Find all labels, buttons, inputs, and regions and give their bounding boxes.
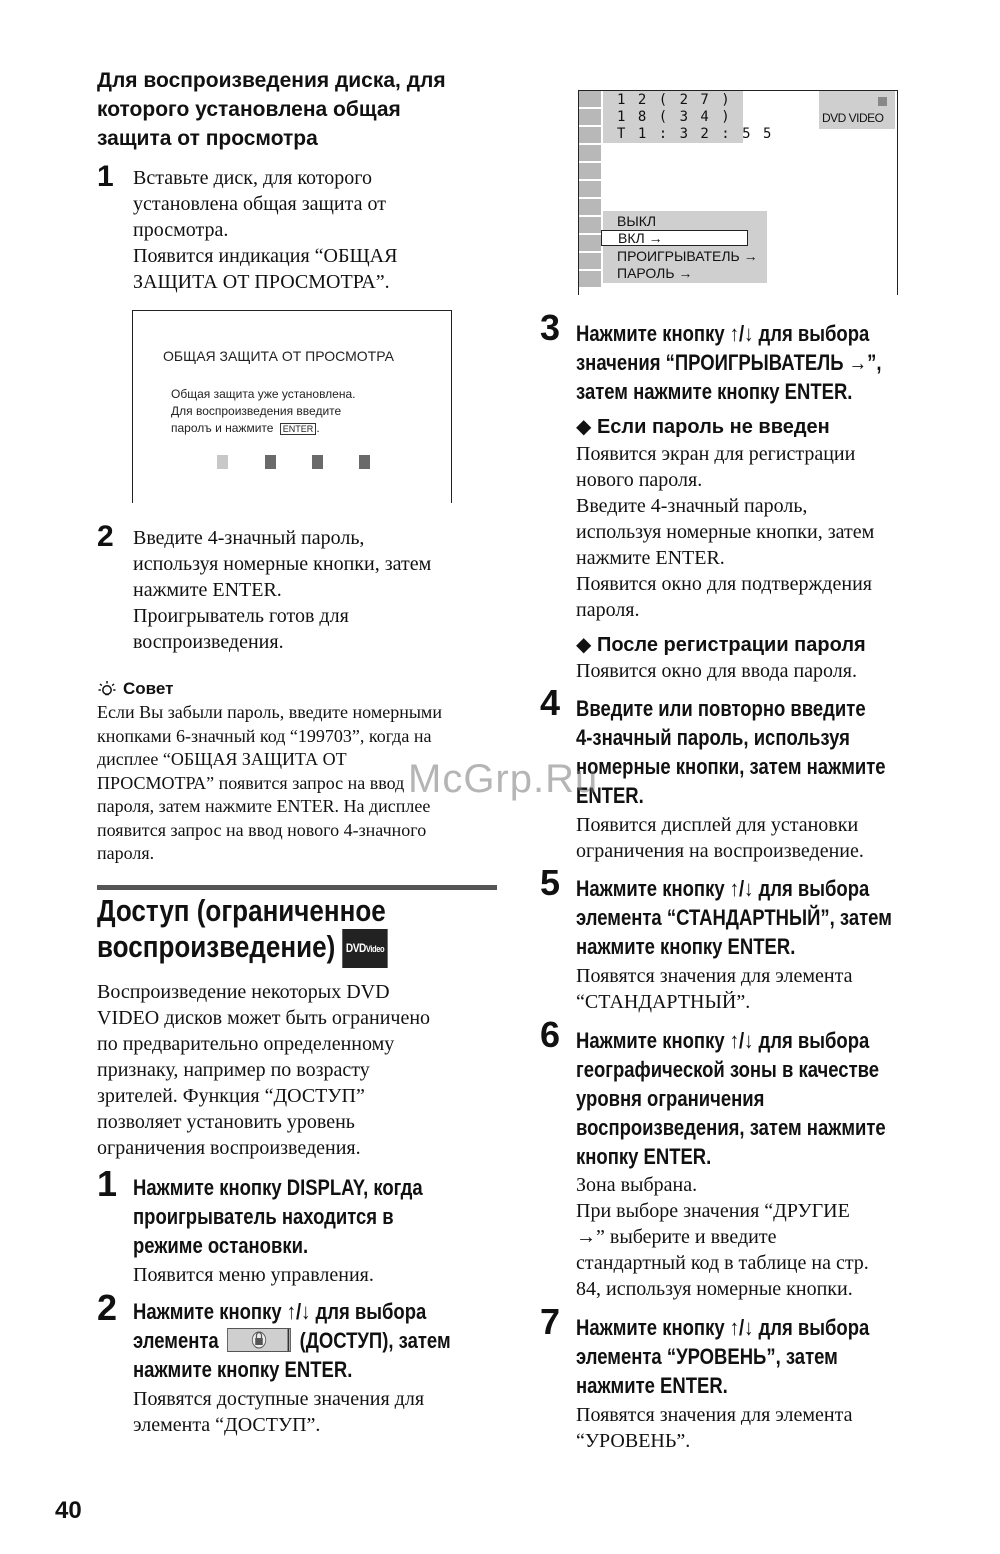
tip-title: Совет [123, 679, 174, 698]
password-digit-2 [265, 455, 276, 469]
step-number: 2 [97, 520, 114, 553]
step-number: 4 [540, 682, 561, 723]
stop-icon [878, 97, 887, 106]
parental-control-screen [132, 310, 452, 503]
osd-control-menu [578, 90, 898, 295]
subheading-text: Появится экран для регистрации нового пароля. Введите 4-значный пароль, используя номерные кнопки, затем нажмите ENTER. Появится окно для подтверждения пароля. [576, 443, 875, 621]
step-title: Нажмите кнопку ↑/↓ для выбора значения “ПРОИГРЫВАТЕЛЬ →”, затем нажмите кнопку ENTER. [576, 321, 882, 404]
step-title: Нажмите кнопку ↑/↓ для выбора элемента (ДОСТУП), затем нажмите кнопку ENTER. [133, 1299, 451, 1382]
step-body: Появятся значения для элемента “СТАНДАРТНЫЙ”. [576, 965, 853, 1013]
osd-option-player[interactable]: ПРОИГРЫВАТЕЛЬ → [617, 248, 758, 264]
osd-info-text: 1 2 ( 2 7 ) 1 8 ( 3 4 ) T 1 : 3 2 : 5 5 [617, 92, 774, 142]
password-digit-1 [217, 455, 228, 469]
osd-disc-type: DVD VIDEO [822, 111, 884, 125]
step-number: 5 [540, 862, 561, 903]
step-body: Зона выбрана. При выборе значения “ДРУГИЕ →” выберите и введите стандартный код в таблице на стр. 84, используя номерные кнопки. [576, 1174, 869, 1300]
step-title: Нажмите кнопку ↑/↓ для выбора географической зоны в качестве уровня ограничения воспроизведения, затем нажмите кнопку ENTER. [576, 1028, 886, 1169]
lightbulb-icon [97, 679, 117, 699]
step-title: Нажмите кнопку ↑/↓ для выбора элемента “СТАНДАРТНЫЙ”, затем нажмите кнопку ENTER. [576, 876, 892, 959]
page-number: 40 [55, 1497, 82, 1524]
step-text: Вставьте диск, для которого установлена общая защита от просмотра. Появится индикация “ОБЩАЯ ЗАЩИТА ОТ ПРОСМОТРА”. [133, 167, 398, 293]
step-title: Нажмите кнопку ↑/↓ для выбора элемента “УРОВЕНЬ”, затем нажмите ENTER. [576, 1315, 870, 1398]
step-body: Появятся доступные значения для элемента “ДОСТУП”. [133, 1388, 425, 1436]
tip-text: Если Вы забыли пароль, введите номерными кнопками 6-значный код “199703”, когда на дисплее “ОБЩАЯ ЗАЩИТА ОТ ПРОСМОТРА” появится запрос на ввод пароля, затем нажмите ENTER. На дисплее появится запрос на ввод нового 4-значного пароля. [97, 702, 442, 863]
osd-disc-panel [819, 91, 895, 129]
step-title: Введите или повторно введите 4-значный пароль, используя номерные кнопки, затем нажмите ENTER. [576, 696, 886, 808]
password-digit-3 [312, 455, 323, 469]
subheading-after-registration: ◆ После регистрации пароля [576, 634, 866, 656]
section-intro: Воспроизведение некоторых DVD VIDEO дисков может быть ограничено по предварительно определенному признаку, например по возрасту зрителей. Функция “ДОСТУП” позволяет установить уровень ограничения воспроизведения. [97, 981, 431, 1159]
step-body: Появятся значения для элемента “УРОВЕНЬ”. [576, 1404, 853, 1452]
step-number: 3 [540, 307, 561, 348]
subheading-text: Появится окно для ввода пароля. [576, 660, 857, 682]
subsection-heading: Для воспроизведения диска, для которого установлена общая защита от просмотра [97, 69, 446, 150]
step-number: 7 [540, 1301, 561, 1342]
step-text: Введите 4-значный пароль, используя номерные кнопки, затем нажмите ENTER. Проигрыватель готов для воспроизведения. [133, 527, 432, 653]
step-title: Нажмите кнопку DISPLAY, когда проигрыватель находится в режиме остановки. [133, 1175, 423, 1258]
tip-block [97, 679, 442, 866]
section-title: Доступ (ограниченное воспроизведение) DVDVideo [97, 893, 443, 968]
osd-option-on[interactable]: ВКЛ → [601, 230, 748, 246]
step-number: 1 [97, 160, 114, 193]
step-body: Появится меню управления. [133, 1264, 374, 1286]
step-number: 2 [97, 1287, 118, 1328]
screen-message: Общая защита уже установлена. Для воспроизведения введите паролъ и нажмите ENTER . [171, 387, 356, 435]
step-number: 1 [97, 1163, 118, 1204]
osd-option-password[interactable]: ПАРОЛЬ → [617, 265, 693, 281]
screen-title: ОБЩАЯ ЗАЩИТА ОТ ПРОСМОТРА [163, 348, 394, 364]
password-digit-4 [359, 455, 370, 469]
step-body: Появится дисплей для установки ограничения на воспроизведение. [576, 814, 864, 862]
osd-option-off[interactable]: ВЫКЛ [617, 213, 657, 229]
enter-key-label: ENTER [280, 423, 317, 435]
watermark: McGrp.Ru [408, 757, 599, 801]
step-number: 6 [540, 1014, 561, 1055]
subheading-no-password: ◆ Если пароль не введен [576, 416, 830, 438]
section-divider [97, 885, 497, 890]
dvd-video-badge: DVDVideo [343, 929, 388, 968]
access-lock-icon [227, 1328, 291, 1352]
osd-icon-strip [579, 91, 601, 289]
